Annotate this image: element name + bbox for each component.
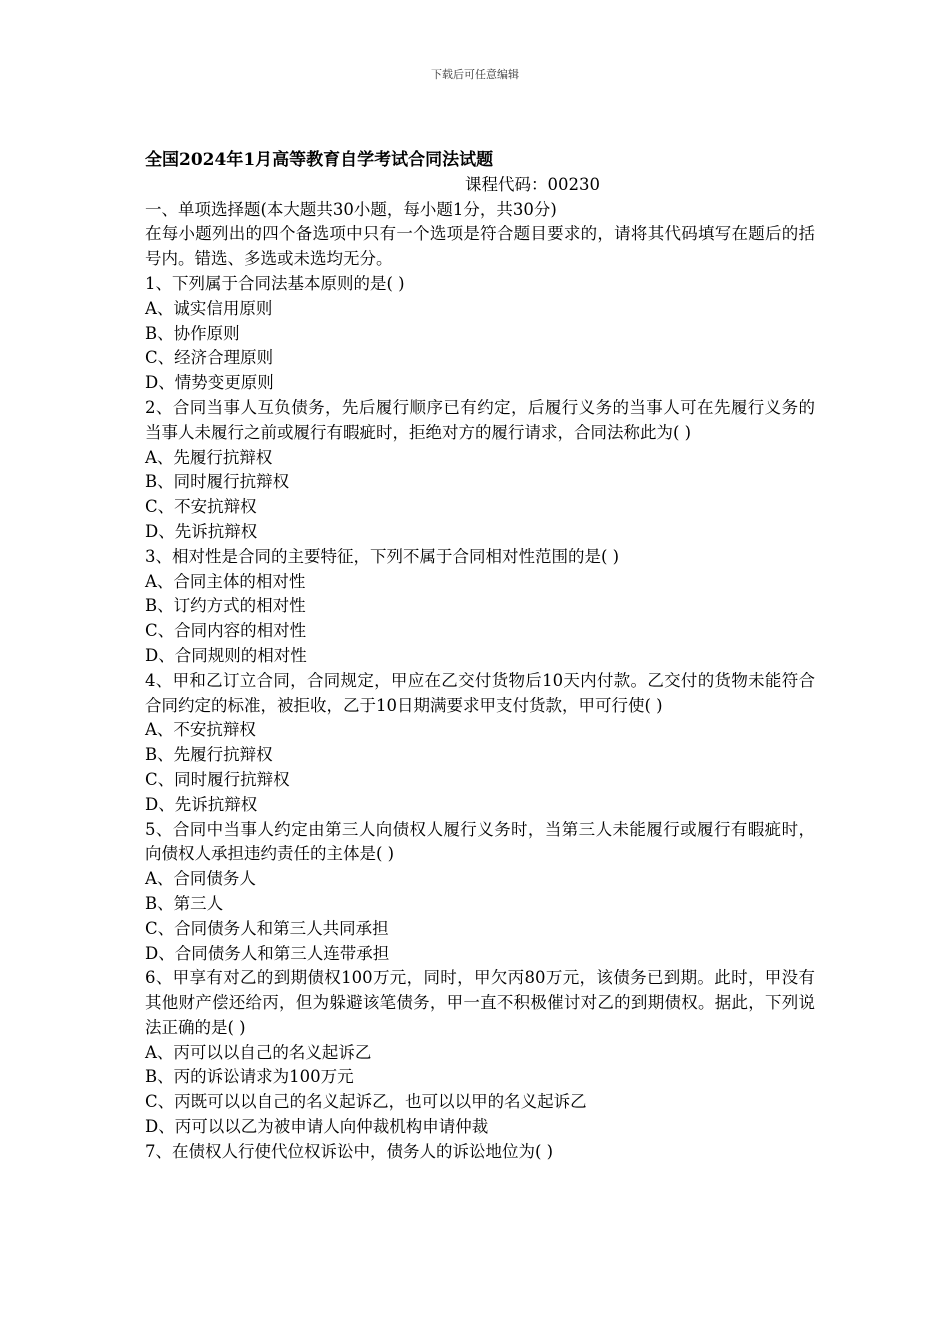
option-d: D、合同规则的相对性 (145, 645, 307, 665)
option-c: C、经济合理原则 (145, 348, 274, 368)
question-2 (145, 396, 815, 545)
option-a: A、合同债务人 (145, 869, 256, 889)
option-d: D、丙可以以乙为被申请人向仲裁机构申请仲裁 (145, 1117, 489, 1137)
option-d: D、先诉抗辩权 (145, 521, 258, 541)
option-d: D、先诉抗辩权 (145, 794, 258, 814)
option-c: C、同时履行抗辩权 (145, 769, 290, 789)
option-b: B、订约方式的相对性 (145, 596, 306, 616)
option-a: A、诚实信用原则 (145, 298, 273, 318)
option-a: A、先履行抗辩权 (145, 447, 273, 467)
question-stem: 3、相对性是合同的主要特征，下列不属于合同相对性范围的是( ) (145, 546, 620, 566)
option-d: D、情势变更原则 (145, 373, 274, 393)
document-body (145, 148, 815, 1165)
question-6 (145, 966, 815, 1140)
course-code: 课程代码：00230 (465, 174, 600, 194)
option-a: A、合同主体的相对性 (145, 571, 306, 591)
option-c: C、丙既可以以自己的名义起诉乙，也可以以甲的名义起诉乙 (145, 1092, 587, 1112)
question-stem: 7、在债权人行使代位权诉讼中，债务人的诉讼地位为( ) (145, 1141, 554, 1161)
question-3 (145, 545, 815, 669)
question-5 (145, 818, 815, 967)
question-stem: 6、甲享有对乙的到期债权100万元，同时，甲欠丙80万元，该债务已到期。此时，甲没有其他财产偿还给丙，但为躲避该笔债务，甲一直不积极催讨对乙的到期债权。据此，下列说法正确的是( ) (145, 968, 815, 1037)
option-a: A、丙可以以自己的名义起诉乙 (145, 1042, 372, 1062)
question-stem: 5、合同中当事人约定由第三人向债权人履行义务时，当第三人未能履行或履行有暇疵时，向债权人承担违约责任的主体是( ) (145, 819, 815, 864)
option-b: B、第三人 (145, 893, 224, 913)
question-stem: 4、甲和乙订立合同，合同规定，甲应在乙交付货物后10天内付款。乙交付的货物未能符合合同约定的标准，被拒收，乙于10日期满要求甲支付货款，甲可行使( ) (145, 670, 815, 715)
question-stem: 1、下列属于合同法基本原则的是( ) (145, 273, 405, 293)
question-4 (145, 669, 815, 818)
option-b: B、协作原则 (145, 323, 240, 343)
instruction-text: 在每小题列出的四个备选项中只有一个选项是符合题目要求的，请将其代码填写在题后的括号内。错选、多选或未选均无分。 (145, 224, 815, 269)
option-b: B、同时履行抗辩权 (145, 472, 290, 492)
question-1 (145, 272, 815, 396)
option-c: C、不安抗辩权 (145, 497, 257, 517)
exam-title: 全国2024年1月高等教育自学考试合同法试题 (145, 150, 494, 170)
header-note: 下载后可任意编辑 (431, 68, 519, 81)
option-b: B、丙的诉讼请求为100万元 (145, 1067, 354, 1087)
option-d: D、合同债务人和第三人连带承担 (145, 943, 390, 963)
question-7 (145, 1140, 815, 1165)
section-heading: 一、单项选择题(本大题共30小题，每小题1分，共30分) (145, 199, 557, 219)
option-c: C、合同债务人和第三人共同承担 (145, 918, 389, 938)
option-a: A、不安抗辩权 (145, 720, 256, 740)
question-stem: 2、合同当事人互负债务，先后履行顺序已有约定，后履行义务的当事人可在先履行义务的当事人未履行之前或履行有暇疵时，拒绝对方的履行请求，合同法称此为( ) (145, 397, 815, 442)
option-b: B、先履行抗辩权 (145, 745, 273, 765)
option-c: C、合同内容的相对性 (145, 621, 307, 641)
